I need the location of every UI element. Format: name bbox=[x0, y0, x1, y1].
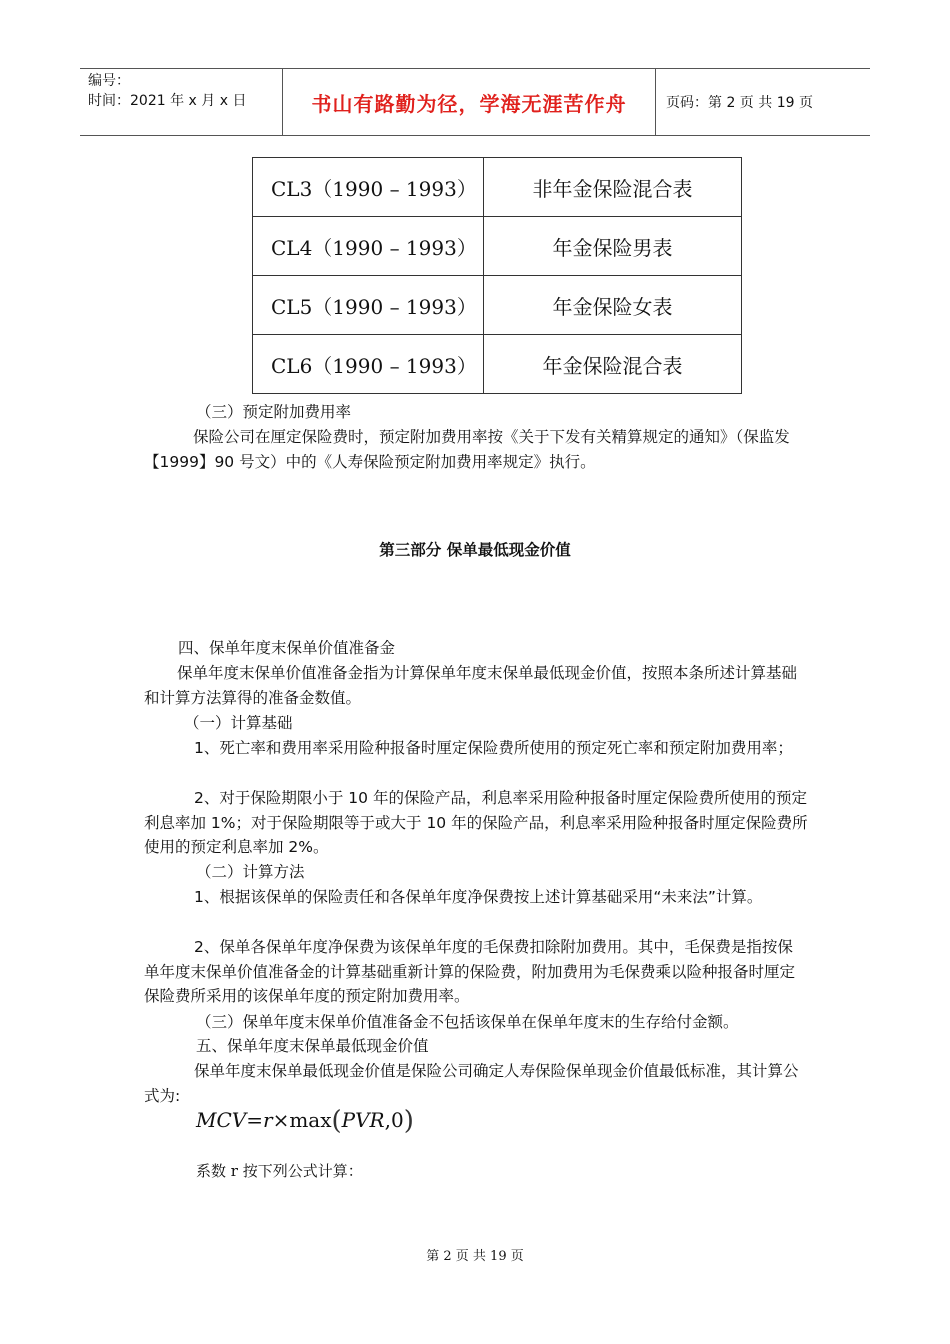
table-cell-desc: 年金保险女表 bbox=[484, 276, 742, 335]
fee-rate-body: 保险公司在厘定保险费时，预定附加费用率按《关于下发有关精算规定的通知》（保监发【1999】90 号文）中的《人寿保险预定附加费用率规定》执行。 bbox=[144, 428, 790, 471]
table-cell-desc: 年金保险混合表 bbox=[484, 335, 742, 394]
method-item-2: 2、保单各保单年度净保费为该保单年度的毛保费扣除附加费用。其中，毛保费是指按保单年度末保单价值准备金的计算基础重新计算的保险费，附加费用为毛保费乘以险种报备时厘定保险费所采用的该保单年度的预定附加费用率。 bbox=[144, 938, 796, 1005]
coefficient-line: 系数 r 按下列公式计算： bbox=[196, 1162, 363, 1180]
table-row bbox=[253, 276, 742, 335]
section-five-title: 五、保单年度末保单最低现金价值 bbox=[196, 1037, 429, 1055]
formula-r: r bbox=[263, 1108, 273, 1132]
exclude-clause: （三）保单年度末保单价值准备金不包括该保单在保单年度末的生存给付金额。 bbox=[196, 1013, 739, 1031]
fee-rate-title: （三）预定附加费用率 bbox=[196, 403, 352, 421]
part-three-title: 第三部分 保单最低现金价值 bbox=[379, 541, 571, 559]
table-cell-desc: 非年金保险混合表 bbox=[484, 158, 742, 217]
section-four-title: 四、保单年度末保单价值准备金 bbox=[178, 639, 396, 657]
table-row bbox=[253, 158, 742, 217]
section-four-intro: 保单年度末保单价值准备金指为计算保单年度末保单最低现金价值，按照本条所述计算基础和计算方法算得的准备金数值。 bbox=[144, 664, 798, 707]
table-cell-desc: 年金保险男表 bbox=[484, 217, 742, 276]
formula-arg: PVR bbox=[341, 1108, 385, 1132]
basis-item-1: 1、死亡率和费用率采用险种报备时厘定保险费所使用的预定死亡率和预定附加费用率； bbox=[194, 739, 793, 757]
date-label: 时间：2021 年 x 月 x 日 bbox=[88, 93, 247, 109]
page-footer: 第 2 页 共 19 页 bbox=[426, 1249, 524, 1264]
page-header bbox=[80, 68, 870, 136]
table-cell-code: CL6（1990 – 1993） bbox=[253, 335, 484, 394]
header-meta bbox=[80, 69, 282, 135]
table-row bbox=[253, 217, 742, 276]
formula-equals: = bbox=[246, 1108, 263, 1132]
method-item-1: 1、根据该保单的保险责任和各保单年度净保费按上述计算基础采用“未来法”计算。 bbox=[194, 888, 763, 906]
formula-right-paren: ) bbox=[403, 1106, 414, 1136]
section-five-body: 保单年度末保单最低现金价值是保险公司确定人寿保险保单现金价值最低标准，其计算公式为: bbox=[144, 1062, 799, 1105]
formula-comma: , bbox=[384, 1108, 391, 1132]
formula-lhs: MCV bbox=[196, 1108, 247, 1132]
table-cell-code: CL5（1990 – 1993） bbox=[253, 276, 484, 335]
basis-item-2: 2、对于保险期限小于 10 年的保险产品，利息率采用险种报备时厘定保险费所使用的预定利息率加 1%；对于保险期限等于或大于 10 年的保险产品，利息率采用险种报备时厘定保险费所使用的预定利息率加 2%。 bbox=[144, 789, 808, 856]
header-motto: 书山有路勤为径，学海无涯苦作舟 bbox=[282, 69, 656, 135]
formula-left-paren: ( bbox=[331, 1106, 342, 1136]
mcv-formula bbox=[196, 1106, 414, 1136]
basis-title: （一）计算基础 bbox=[184, 714, 293, 732]
number-label: 编号： bbox=[88, 73, 130, 89]
formula-times: × bbox=[272, 1108, 290, 1132]
mortality-table bbox=[252, 157, 742, 394]
header-page-label: 页码：第 2 页 共 19 页 bbox=[666, 95, 813, 111]
formula-zero: 0 bbox=[390, 1108, 404, 1132]
table-cell-code: CL4（1990 – 1993） bbox=[253, 217, 484, 276]
table-row bbox=[253, 335, 742, 394]
method-title: （二）计算方法 bbox=[196, 863, 305, 881]
table-cell-code: CL3（1990 – 1993） bbox=[253, 158, 484, 217]
formula-max: max bbox=[289, 1108, 332, 1132]
